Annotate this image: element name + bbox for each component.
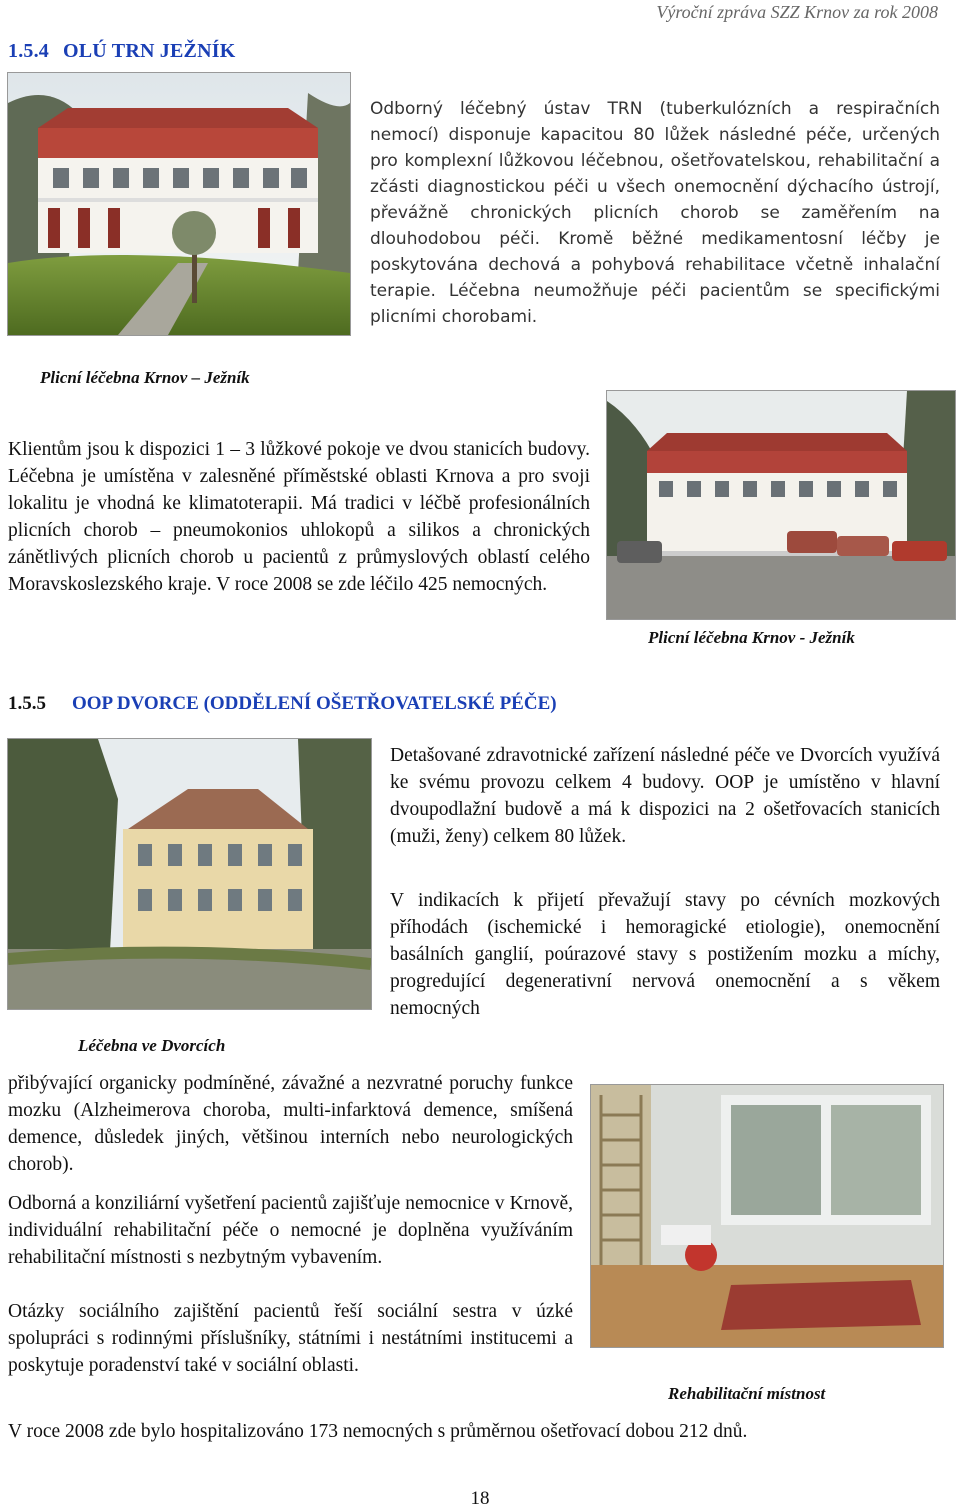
rehab-room-illustration — [591, 1085, 943, 1347]
photo-dvorce-building — [7, 738, 372, 1010]
paragraph-dvorce-facility: Detašované zdravotnické zařízení následné péče ve Dvorcích využívá ke svému provozu celkem 4 budovy. OOP je umístěno v hlavní dvoupodlažní budově a má k dispozici na 2 ošetřovacích stanicích (muži, ženy) celkem 80 lůžek. — [390, 745, 940, 847]
photo-rehabilitation-room — [590, 1084, 944, 1348]
section-number: 1.5.5 — [8, 693, 46, 714]
photo-jeznik-parking-caption: Plicní léčebna Krnov - Ježník — [648, 628, 855, 647]
section-number: 1.5.4 — [8, 40, 49, 62]
section-title: OLÚ TRN JEŽNÍK — [63, 40, 236, 62]
dvorce-photo-illustration — [8, 739, 371, 1009]
paragraph-dvorce-examinations: Odborná a konziliární vyšetření pacientů zajišťuje nemocnice v Krnově, individuální rehabilitační péče o nemocné je doplněna využíváním rehabilitační místnosti s nezbytným vybavením. — [8, 1193, 573, 1268]
section-heading-oop-dvorce — [8, 693, 557, 715]
paragraph-dvorce-indications: V indikacích k přijetí převažují stavy po cévních mozkových příhodách (ischemické i hemoragické etiologie), onemocnění basálních ganglií, poúrazové stavy s postižením mozku a míchy, progredující degenerativní nervová onemocnění a s věkem nemocných — [390, 890, 940, 1019]
section-title: OOP DVORCE (ODDĚLENÍ OŠETŘOVATELSKÉ PÉČE) — [72, 693, 557, 714]
photo-dvorce-caption: Léčebna ve Dvorcích — [78, 1036, 226, 1055]
paragraph-dvorce-social: Otázky sociálního zajištění pacientů řeší sociální sestra v úzké spolupráci s rodinnými příslušníky, státními i nestátními institucemi a poskytuje poradenství také v sociální oblasti. — [8, 1301, 573, 1376]
photo-rehab-caption: Rehabilitační místnost — [668, 1384, 826, 1403]
page-number: 18 — [470, 1488, 490, 1509]
report-header-title: Výroční zpráva SZZ Krnov za rok 2008 — [656, 2, 938, 22]
parking-photo-illustration — [607, 391, 955, 619]
photo-jeznik-building — [7, 72, 351, 336]
paragraph-trn-description: Odborný léčebný ústav TRN (tuberkulózních a respiračních nemocí) disponuje kapacitou 80 lůžek následné péče, určených pro komplexní lůžkovou léčebnou, ošetřovatelskou, rehabilitační a zčásti diagnostickou péči u všech onemocnění dýchacího ústrojí, převážně chronických plicních chorob se zaměřením na dlouhodobou péči. Kromě běžné medikamentosní léčby je poskytována dechová a pohybová rehabilitace včetně inhalační terapie. Léčebna neumožňuje péči pacientům se specifickými plicními chorobami. — [370, 99, 940, 327]
building-photo-illustration — [8, 73, 350, 335]
paragraph-dvorce-dementia: přibývající organicky podmíněné, závažné a nezvratné poruchy funkce mozku (Alzheimerova choroba, multi-infarktová demence, smíšená demence, důsledek jiných, většinou interních nebo neurologických chorob). — [8, 1073, 573, 1175]
paragraph-dvorce-hospitalized: V roce 2008 zde bylo hospitalizováno 173 nemocných s průměrnou ošetřovací dobou 212 dnů. — [8, 1421, 748, 1442]
photo-jeznik-caption: Plicní léčebna Krnov – Ježník — [40, 368, 250, 387]
section-heading-oluz-trn — [8, 40, 235, 63]
photo-jeznik-parking — [606, 390, 956, 620]
paragraph-trn-location: Klientům jsou k dispozici 1 – 3 lůžkové pokoje ve dvou stanicích budovy. Léčebna je umístěna v zalesněné příměstské oblasti Krnova a pro svoji lokalitu je vhodná ke klimatoterapii. Má tradici v léčbě profesionálních plicních chorob – pneumokonios uhlokopů a silikos a chronických zánětlivých plicních chorob u pacientů z průmyslových oblastí celého Moravskoslezského kraje. V roce 2008 se zde léčilo 425 nemocných. — [8, 439, 590, 595]
